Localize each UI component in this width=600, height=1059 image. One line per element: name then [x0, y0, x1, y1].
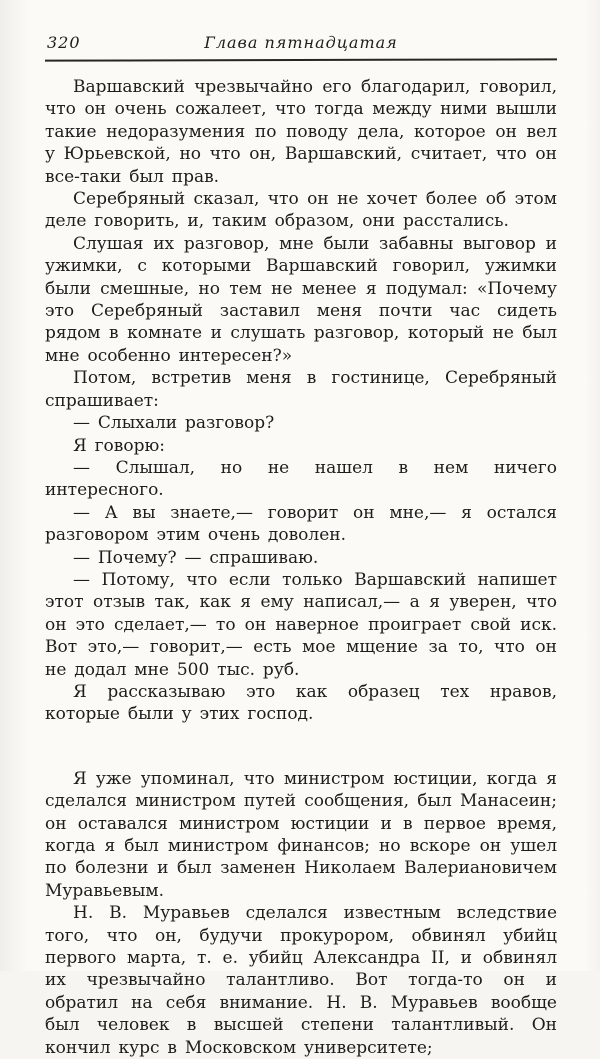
paragraph-dialogue: — Слыхали разговор?: [73, 413, 275, 434]
page-body: [45, 76, 557, 1059]
paragraph-dialogue: — А вы знаете,— говорит он мне,— я остался разговором этим очень доволен.: [45, 502, 557, 546]
paragraph: Я говорю:: [73, 435, 165, 456]
paragraph: Варшавский чрезвычайно его благодарил, говорил, что он очень сожалеет, что тогда между ними вышли такие недоразумения по поводу дела, которое он вел у Юрьевской, но что он, Варшавский, считает, что он все-таки был прав.: [45, 77, 557, 187]
paragraph-dialogue: — Почему? — спрашиваю.: [73, 547, 319, 568]
content-area: [45, 32, 557, 1059]
paragraph: Я уже упоминал, что министром юстиции, когда я сделался министром путей сообщения, был Манасеин; он оставался министром юстиции и в первое время, когда я был министром финансов; но вскоре он ушел по болезни и был заменен Николаем Валериановичем Муравьевым.: [45, 768, 557, 901]
paragraph-dialogue: — Слышал, но не нашел в нем ничего интересного.: [45, 457, 557, 501]
paragraph: Я рассказываю это как образец тех нравов, которые были у этих господ.: [45, 681, 557, 725]
paragraph-dialogue: — Потому, что если только Варшавский напишет этот отзыв так, как я ему написал,— а я уверен, что он это сделает,— то он наверное проиграет свой иск. Вот это,— говорит,— есть мое мщение за то, что он не додал мне 500 тыс. руб.: [45, 569, 557, 680]
paragraph: Потом, встретив меня в гостинице, Серебряный спрашивает:: [45, 368, 557, 411]
page-header: [45, 32, 557, 54]
section-break: [45, 726, 557, 768]
running-title: Глава пятнадцатая: [204, 33, 398, 52]
paragraph: Серебряный сказал, что он не хочет более об этом деле говорить, и, таким образом, они расстались.: [45, 189, 557, 232]
paragraph: Н. В. Муравьев сделался известным вследствие того, что он, будучи прокурором, обвинял убийц первого марта, т. е. убийц Александра II, и обвинял их чрезвычайно талантливо. Вот тогда-то он и обратил на себя внимание. Н. В. Муравьев вообще был человек в высшей степени талантливый. Он кончил курс в Московском университете;: [45, 903, 557, 1058]
header-rule: [45, 58, 557, 61]
page-number: 320: [47, 33, 81, 52]
paragraph: Слушая их разговор, мне были забавны выговор и ужимки, с которыми Варшавский говорил, ужимки были смешные, но тем не менее я подумал: «Почему это Серебряный заставил меня почти час сидеть рядом в комнате и слушать разговор, который не был мне особенно интересен?»: [45, 233, 557, 366]
